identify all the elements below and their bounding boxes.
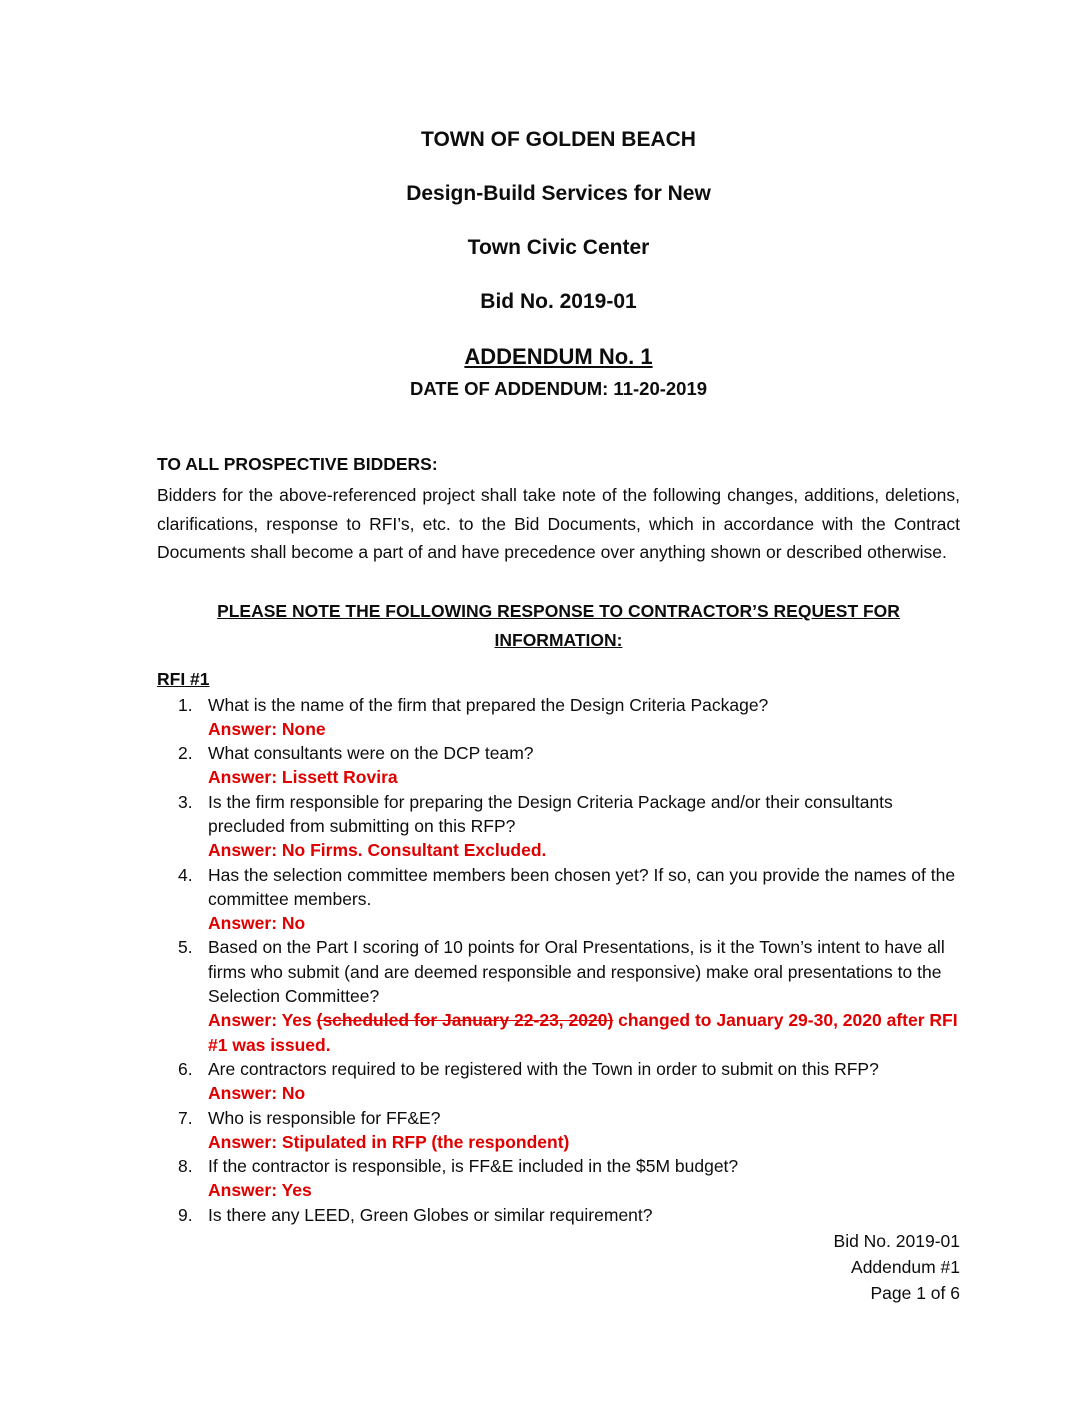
qa-number: 1. [178, 694, 193, 715]
document-header [157, 128, 960, 400]
qa-answer [208, 1008, 960, 1057]
qa-answer: Answer: No [208, 913, 306, 934]
qa-question: Are contractors required to be registered with the Town in order to submit on this RFP? [208, 1058, 879, 1079]
rfi-heading [157, 667, 960, 691]
qa-answer-part: Answer: Yes [208, 1010, 317, 1031]
qa-number: 5. [178, 937, 193, 958]
qa-body [208, 935, 960, 1056]
qa-question: Is the firm responsible for preparing the Design Criteria Package and/or their consultants precluded from submitting on this RFP? [208, 791, 893, 836]
qa-answer: Answer: Lissett Rovira [208, 767, 398, 788]
org-name: TOWN OF GOLDEN BEACH [421, 128, 696, 151]
qa-number: 8. [178, 1156, 193, 1177]
bidders-notice-section [157, 452, 960, 567]
qa-question: What is the name of the firm that prepared the Design Criteria Package? [208, 694, 769, 715]
qa-item-8 [157, 1154, 960, 1203]
qa-question: Who is responsible for FF&E? [208, 1107, 441, 1128]
addendum-title [157, 344, 960, 369]
qa-question: What consultants were on the DCP team? [208, 743, 534, 764]
qa-item-3 [157, 790, 960, 863]
qa-item-2 [157, 741, 960, 790]
qa-answer-strikethrough: (scheduled for January 22-23, 2020) [316, 1010, 614, 1031]
qa-item-7 [157, 1106, 960, 1155]
qa-body [208, 1203, 960, 1227]
footer-addendum-number: Addendum #1 [851, 1257, 960, 1277]
qa-item-4 [157, 863, 960, 936]
rfi-section [157, 667, 960, 1228]
qa-item-9 [157, 1203, 960, 1227]
response-heading [157, 597, 960, 655]
qa-number: 3. [178, 791, 193, 812]
qa-answer-part: changed to January 29-30, 2020 after RFI #1 was issued. [208, 1010, 958, 1055]
qa-answer: Answer: No Firms. Consultant Excluded. [208, 840, 547, 861]
qa-question: Is there any LEED, Green Globes or similar requirement? [208, 1204, 653, 1225]
addendum-date: DATE OF ADDENDUM: 11-20-2019 [409, 378, 708, 399]
bidders-heading: TO ALL PROSPECTIVE BIDDERS: [157, 454, 438, 474]
qa-question: Based on the Part I scoring of 10 points for Oral Presentations, is it the Town’s intent to have all firms who submit (and are deemed responsible and responsive) make oral presentations to the Selection Committee? [208, 937, 945, 1007]
page-footer [834, 1228, 960, 1306]
qa-body [208, 1154, 960, 1203]
project-name-line-1: Design-Build Services for New [406, 182, 711, 205]
qa-number: 6. [178, 1058, 193, 1079]
notice-paragraph: Bidders for the above-referenced project shall take note of the following changes, additions, deletions, clarifications, response to RFI’s, etc. to the Bid Documents, which in accordance with the Contract Documents shall become a part of and have precedence over anything shown or described otherwise. [157, 485, 960, 562]
qa-item-5 [157, 935, 960, 1056]
qa-body [208, 741, 960, 790]
rfi-heading-text: RFI #1 [157, 668, 210, 689]
qa-answer: Answer: No [208, 1083, 306, 1104]
qa-answer: Answer: None [208, 718, 326, 739]
qa-item-6 [157, 1057, 960, 1106]
project-name-line-2: Town Civic Center [467, 236, 650, 259]
qa-body [208, 1106, 960, 1155]
footer-bid-number: Bid No. 2019-01 [833, 1231, 960, 1251]
qa-number: 4. [178, 864, 193, 885]
addendum-title-text: ADDENDUM No. 1 [464, 344, 653, 369]
qa-body [208, 693, 960, 742]
footer-page-number: Page 1 of 6 [870, 1283, 960, 1303]
qa-answer: Answer: Stipulated in RFP (the respondent) [208, 1131, 570, 1152]
qa-body [208, 790, 960, 863]
qa-number: 2. [178, 743, 193, 764]
qa-list [157, 693, 960, 1228]
qa-question: If the contractor is responsible, is FF&E included in the $5M budget? [208, 1156, 739, 1177]
qa-body [208, 1057, 960, 1106]
qa-item-1 [157, 693, 960, 742]
bid-number: Bid No. 2019-01 [480, 290, 637, 313]
qa-answer: Answer: Yes [208, 1180, 312, 1201]
qa-question: Has the selection committee members been chosen yet? If so, can you provide the names of the committee members. [208, 864, 956, 909]
response-heading-text: PLEASE NOTE THE FOLLOWING RESPONSE TO CONTRACTOR’S REQUEST FOR INFORMATION: [217, 600, 900, 650]
qa-number: 9. [178, 1204, 193, 1225]
qa-number: 7. [178, 1107, 193, 1128]
qa-body [208, 863, 960, 936]
